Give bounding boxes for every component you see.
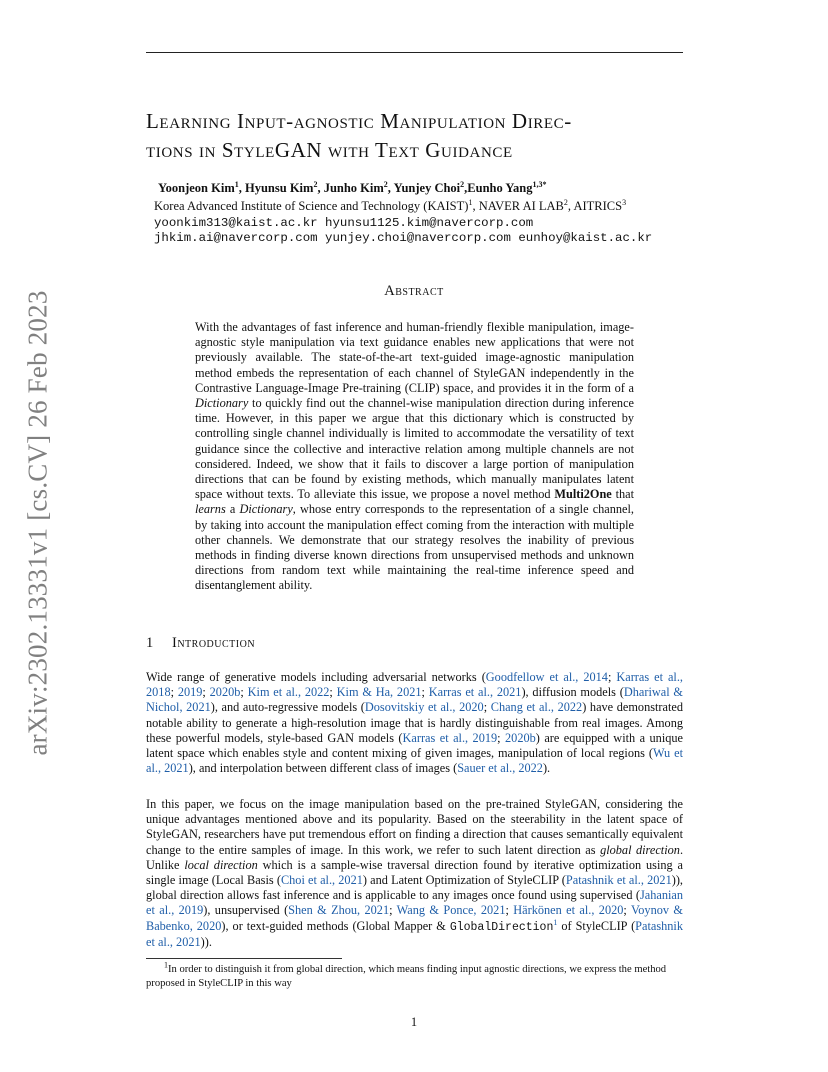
citation-link[interactable]: Wang & Ponce, 2021 bbox=[396, 903, 506, 918]
body-text: )), global direction allows fast inference and is applicable to any images once found using supervised ( bbox=[146, 873, 683, 903]
author-affil-mark: 2 bbox=[383, 179, 388, 189]
citation-link[interactable]: Kim & Ha, 2021 bbox=[336, 685, 422, 700]
author-affil-mark: 2 bbox=[460, 179, 465, 189]
abstract-text: With the advantages of fast inference and human-friendly flexible manipulation, image-agnostic style manipulation via text guidance enables new applications that were not previously available. The state-of-the-art text-guided image-agnostic manipulation method embeds the representation of each channel of StyleGAN independently in the Contrastive Language-Image Pre-training (CLIP) space, and provides it in the form of a bbox=[195, 320, 634, 395]
footnote-text: In order to distinguish it from global direction, which means finding input agnostic directions, we express the method proposed in StyleCLIP in this way bbox=[146, 964, 667, 989]
citation-link[interactable]: 2020b bbox=[209, 685, 241, 700]
author-affil-mark: 2 bbox=[313, 179, 318, 189]
body-text: which is a sample-wise traversal direction found by iterative optimization using a single image (Local Basis ( bbox=[146, 857, 683, 888]
section-number: 1 bbox=[146, 635, 154, 651]
abstract-text: , whose entry corresponds to the representation of a single channel, by taking into account the manipulation effect coming from the interaction with multiple other channels. We demonstrate that our strategy resolves the inability of previous methods in finding diverse known directions from unsupervised methods and unknown directions from random text while maintaining the real-time inference speed and disentanglement ability. bbox=[195, 502, 635, 593]
body-text: ), and interpolation between different class of images ( bbox=[188, 761, 458, 776]
citation-link[interactable]: Dosovitskiy et al., 2020 bbox=[364, 700, 484, 715]
abstract-emph: Dictionary bbox=[239, 502, 293, 517]
abstract-heading: Abstract bbox=[384, 283, 444, 299]
arxiv-side-stamp bbox=[14, 288, 62, 758]
abstract-text: a bbox=[225, 502, 240, 517]
affiliation-aitrics: , AITRICS bbox=[567, 199, 623, 213]
author-list: Yoonjeon Kim$^1$, Hyunsu Kim$^2$, Junho Kim$^2$, Yunjey Choi$^2$,Eunho Yang$^{1,3*}$ bbox=[158, 179, 547, 195]
author-name: Hyunsu Kim bbox=[245, 181, 314, 195]
header-rule bbox=[146, 52, 683, 53]
paper-title bbox=[146, 107, 706, 165]
section-title: Introduction bbox=[172, 635, 256, 651]
citation-link[interactable]: Patashnik et al., 2021 bbox=[146, 918, 683, 949]
email-line-1: yoonkim313@kaist.ac.kr hyunsu1125.kim@navercorp.com bbox=[154, 216, 534, 230]
citation-link[interactable]: Karras et al., 2018 bbox=[146, 670, 683, 700]
citation-link[interactable]: Härkönen et al., 2020 bbox=[513, 903, 624, 918]
citation-link[interactable]: 2019 bbox=[177, 685, 203, 700]
method-name: Multi2One bbox=[554, 487, 612, 502]
page-number: 1 bbox=[410, 1015, 418, 1029]
body-text: ), and auto-regressive models ( bbox=[210, 700, 365, 715]
citation-link[interactable]: Patashnik et al., 2021 bbox=[565, 873, 672, 888]
intro-paragraph-2: In this paper, we focus on the image manipulation based on the pre-trained StyleGAN, considering the unique advantages mentioned above and its popularity. Based on the steerability in the latent space of StyleGAN, researchers have put tremendous effort on finding a direction that causes semantically equivalent change to the entire samples of image. In this work, we refer to such latent direction as global direction. Unlike local direction which is a sample-wise traversal direction found by iterative optimization using a single image (Local Basis (Choi et al., 2021) and Latent Optimization of StyleCLIP (Patashnik et al., 2021)), global direction allows fast inference and is applicable to any images once found using supervised (Jahanian et al., 2019), unsupervised (Shen & Zhou, 2021; Wang & Ponce, 2021; Härkönen et al., 2020; Voynov & Babenko, 2020), or text-guided methods (Global Mapper & GlobalDirection$^1$ of StyleCLIP (Patashnik et al., 2021)). bbox=[146, 797, 684, 949]
body-text: ) are equipped with a unique latent space which enables style and content mixing of given images, manipulation of local regions ( bbox=[146, 730, 683, 761]
author-name: Yunjey Choi bbox=[393, 181, 461, 195]
body-text: )). bbox=[200, 934, 212, 949]
citation-link[interactable]: Sauer et al., 2022 bbox=[457, 761, 543, 776]
body-text: ) have demonstrated notable ability to generate a high-resolution image that is hardly distinguishable from real images. Among these powerful models, style-based GAN models ( bbox=[146, 700, 683, 745]
title-line-2: tions in StyleGAN with Text Guidance bbox=[146, 138, 513, 162]
citation-link[interactable]: Shen & Zhou, 2021 bbox=[288, 903, 390, 918]
author-name: Eunho Yang bbox=[467, 181, 533, 195]
citation-link[interactable]: Voynov & Babenko, 2020 bbox=[146, 903, 683, 933]
author-affil-mark: 1,3* bbox=[532, 179, 547, 189]
body-text: ), unsupervised ( bbox=[203, 903, 289, 918]
author-name: Yoonjeon Kim bbox=[158, 181, 235, 195]
affiliation-kaist: Korea Advanced Institute of Science and Technology (KAIST) bbox=[154, 199, 469, 213]
body-text: ), diffusion models ( bbox=[521, 685, 624, 700]
citation-link[interactable]: Choi et al., 2021 bbox=[280, 873, 363, 888]
citation-link[interactable]: Goodfellow et al., 2014 bbox=[485, 670, 608, 684]
body-text: ). bbox=[542, 761, 551, 776]
abstract-emph: learns bbox=[195, 502, 226, 517]
body-text: . Unlike bbox=[146, 842, 684, 872]
abstract-text: to quickly find out the channel-wise manipulation direction during inference time. However, in this paper we argue that this dictionary which is constructed by controlling single channel individually is limited to accommodate the versatility of text guidance since the collective and interactive relation among multiple channels are not considered. Indeed, we show that it fails to discover a large portion of manipulation directions that can be found by existing methods, which manually manipulates latent space without texts. To alleviate this issue, we propose a novel method bbox=[195, 396, 634, 502]
author-affil-mark: 1 bbox=[234, 179, 239, 189]
email-line-2: jhkim.ai@navercorp.com yunjey.choi@navercorp.com eunhoy@kaist.ac.kr bbox=[154, 231, 653, 245]
citation-link[interactable]: Jahanian et al., 2019 bbox=[146, 888, 683, 918]
citation-link[interactable]: Chang et al., 2022 bbox=[490, 700, 583, 715]
citation-link[interactable]: Wu et al., 2021 bbox=[146, 746, 683, 776]
affil-mark: 1 bbox=[468, 197, 473, 207]
affil-mark: 2 bbox=[563, 197, 568, 207]
affiliations bbox=[154, 199, 626, 214]
intro-paragraph-1: Wide range of generative models including adversarial networks (Goodfellow et al., 2014; Karras et al., 2018; 2019; 2020b; Kim et al., 2022; Kim & Ha, 2021; Karras et al., 2021), diffusion models (Dhariwal & Nichol, 2021), and auto-regressive models (Dosovitskiy et al., 2020; Chang et al., 2022) have demonstrated notable ability to generate a high-resolution image that is hardly distinguishable from real images. Among these powerful models, style-based GAN models (Karras et al., 2019; 2020b) are equipped with a unique latent space which enables style and content mixing of given images, manipulation of local regions (Wu et al., 2021), and interpolation between different class of images (Sauer et al., 2022). bbox=[146, 670, 683, 776]
footnote-mark-link[interactable]: 1 bbox=[553, 917, 558, 927]
body-text: ), or text-guided methods (Global Mapper & bbox=[221, 918, 450, 933]
title-line-1: Learning Input-agnostic Manipulation Direc- bbox=[146, 109, 572, 133]
citation-link[interactable]: Kim et al., 2022 bbox=[247, 685, 330, 700]
author-name: Junho Kim bbox=[323, 181, 384, 195]
footnote-number: 1 bbox=[164, 960, 168, 970]
code-term: GlobalDirection bbox=[449, 920, 554, 934]
footnote-rule bbox=[146, 958, 342, 959]
citation-link[interactable]: Karras et al., 2019 bbox=[402, 730, 498, 745]
section-heading-introduction bbox=[146, 635, 255, 652]
body-text: ) and Latent Optimization of StyleCLIP ( bbox=[362, 873, 566, 888]
term-emph: global direction bbox=[600, 842, 680, 857]
citation-link[interactable]: Dhariwal & Nichol, 2021 bbox=[146, 685, 683, 715]
citation-link[interactable]: 2020b bbox=[505, 730, 536, 745]
body-text: of StyleCLIP ( bbox=[557, 918, 636, 933]
affiliation-naver: , NAVER AI LAB bbox=[472, 199, 564, 213]
affil-mark: 3 bbox=[622, 197, 627, 207]
term-emph: local direction bbox=[184, 857, 258, 872]
footnote bbox=[146, 960, 683, 990]
body-text: Wide range of generative models including adversarial networks ( bbox=[146, 670, 486, 684]
body-text: In this paper, we focus on the image manipulation based on the pre-trained StyleGAN, considering the unique advantages mentioned above and its popularity. Based on the steerability in the latent space of StyleGAN, researchers have put tremendous effort on finding a direction that causes semantically equivalent change to the entire samples of image. In this work, we refer to such latent direction as bbox=[146, 797, 683, 857]
citation-link[interactable]: Karras et al., 2021 bbox=[428, 685, 522, 700]
abstract-emph: Dictionary bbox=[195, 396, 249, 411]
abstract-text: that bbox=[611, 487, 635, 502]
abstract-body bbox=[195, 320, 634, 594]
arxiv-identifier[interactable]: arXiv:2302.13331v1 [cs.CV] 26 Feb 2023 bbox=[22, 290, 53, 756]
